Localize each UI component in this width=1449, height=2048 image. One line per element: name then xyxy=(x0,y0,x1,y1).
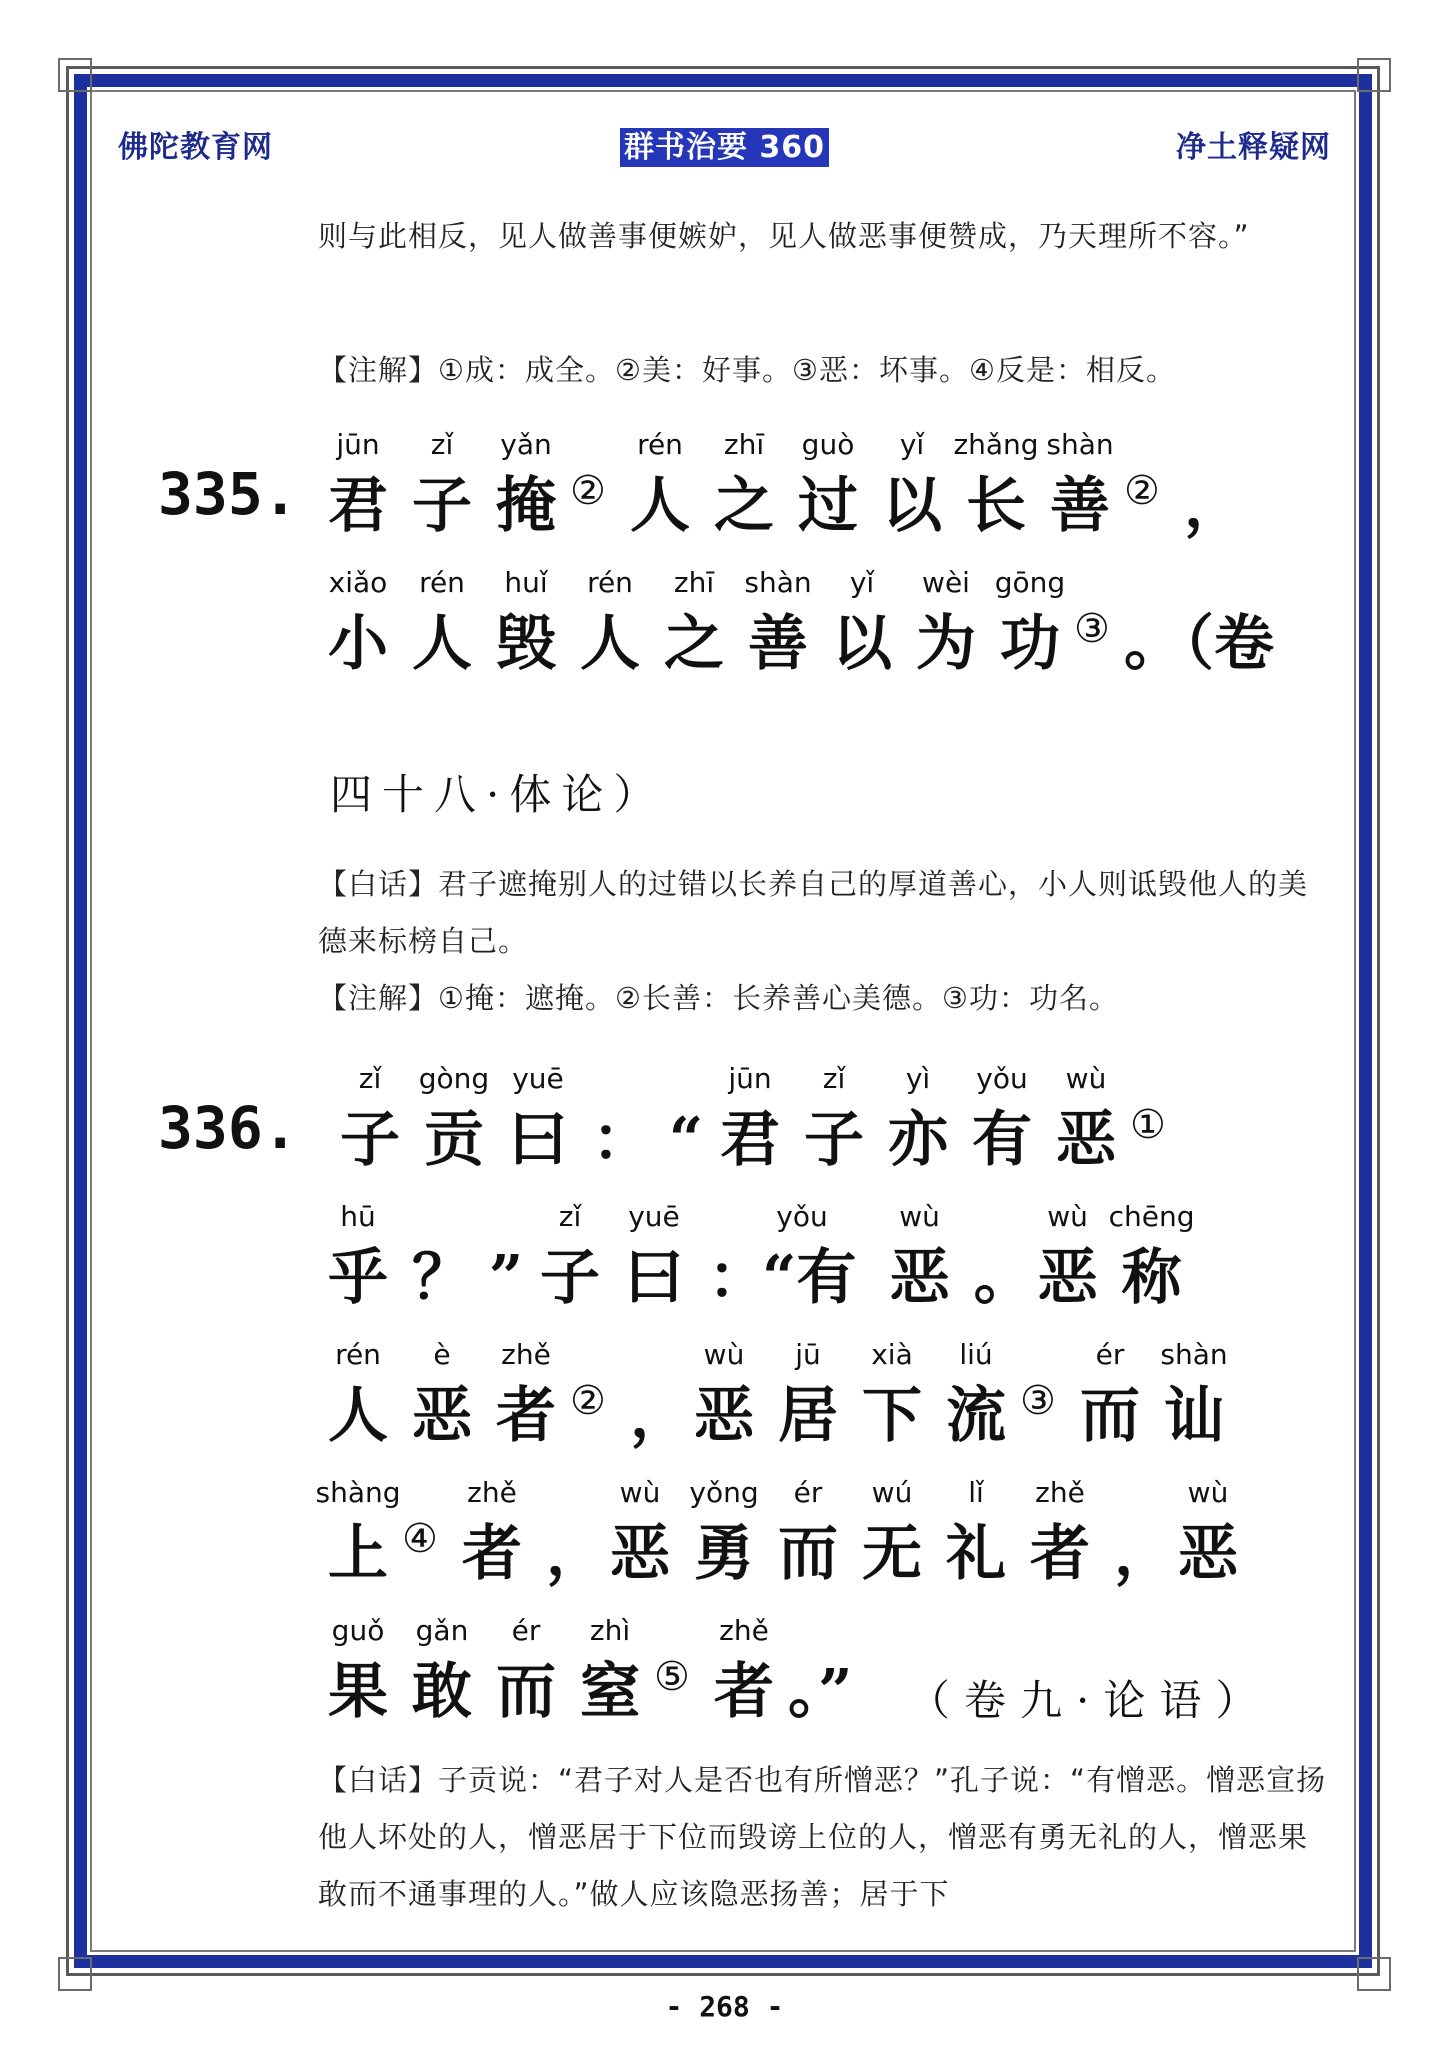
hanzi-character: 君 xyxy=(328,471,388,541)
header-book-title-text: 群书治要 360 xyxy=(620,128,829,167)
hanzi-character: 礼 xyxy=(946,1519,1006,1589)
hanzi-character: “有 xyxy=(762,1243,857,1313)
footnote-marker: ② xyxy=(570,1378,606,1424)
frame-corner-top-right xyxy=(1357,58,1391,92)
hanzi-character: 乎 xyxy=(328,1243,388,1313)
pinyin-label: xià xyxy=(871,1338,913,1371)
pinyin-label: guǒ xyxy=(331,1614,385,1647)
pinyin-label: wèi xyxy=(922,566,970,599)
entry-335-number: 335. xyxy=(158,460,298,528)
hanzi-character: 恶 xyxy=(1178,1519,1238,1589)
pinyin-label: wù xyxy=(899,1200,940,1233)
pinyin-label: zhě xyxy=(467,1476,517,1509)
entry-336-source: （卷九·论语） xyxy=(908,1676,1272,1725)
pinyin-label: zhě xyxy=(501,1338,551,1371)
header-site-right: 净土释疑网 xyxy=(1176,130,1331,165)
pinyin-label: rén xyxy=(419,566,465,599)
header-site-left: 佛陀教育网 xyxy=(118,130,273,165)
hanzi-character: 敢 xyxy=(412,1657,472,1727)
punctuation-mark: ， xyxy=(1184,471,1244,541)
hanzi-character: 亦 xyxy=(888,1105,948,1175)
hanzi-character: 人 xyxy=(580,609,640,679)
pinyin-label: shàn xyxy=(744,566,812,599)
hanzi-character: 有 xyxy=(972,1105,1032,1175)
pinyin-label: gǎn xyxy=(415,1614,469,1647)
pinyin-label: jūn xyxy=(336,428,380,461)
hanzi-character: 善 xyxy=(1050,471,1110,541)
pinyin-label: wù xyxy=(1187,1476,1229,1509)
hanzi-character: 曰 xyxy=(508,1105,568,1175)
pinyin-label: shàn xyxy=(1046,428,1114,461)
hanzi-character: 掩 xyxy=(496,471,556,541)
pinyin-label: rén xyxy=(587,566,633,599)
pinyin-label: huǐ xyxy=(504,566,548,599)
pinyin-label: zǐ xyxy=(430,428,454,461)
punctuation-mark: 。 xyxy=(973,1243,1034,1313)
pinyin-label: ér xyxy=(1095,1338,1125,1371)
entry-335-note: 【注解】①掩：遮掩。②长善：长养善心美德。③功：功名。 xyxy=(318,981,1119,1015)
hanzi-character: 以 xyxy=(882,471,942,541)
hanzi-character: 流 xyxy=(946,1381,1006,1451)
pinyin-label: zhě xyxy=(719,1614,769,1647)
page-number: - 268 - xyxy=(665,1990,784,2023)
hanzi-character: 无 xyxy=(862,1519,922,1589)
pinyin-label: ér xyxy=(793,1476,823,1509)
pinyin-label: yǐ xyxy=(849,566,875,599)
hanzi-character: 小 xyxy=(328,609,388,679)
hanzi-character: 者 xyxy=(496,1381,556,1451)
pinyin-label: è xyxy=(433,1338,451,1371)
hanzi-character: 以 xyxy=(832,609,892,679)
hanzi-character: 贡 xyxy=(424,1105,484,1175)
pinyin-label: xiǎo xyxy=(328,566,388,599)
hanzi-character: 功 xyxy=(1000,609,1060,679)
punctuation-mark: 。” xyxy=(788,1657,853,1727)
punctuation-mark: ？ xyxy=(412,1243,472,1313)
hanzi-character: 称 xyxy=(1121,1243,1182,1313)
hanzi-character: 子 xyxy=(412,471,472,541)
hanzi-character: 善 xyxy=(748,609,808,679)
hanzi-character: 者 xyxy=(462,1519,522,1589)
footnote-marker: ② xyxy=(1124,468,1160,514)
pinyin-label: zhī xyxy=(723,428,765,461)
entry-336-baihua: 【白话】子贡说：“君子对人是否也有所憎恶？”孔子说：“有憎恶。憎恶宣扬他人坏处的人，憎恶居于下位而毁谤上位的人，憎恶有勇无礼的人，憎恶果敢而不通事理的人。”做人应该隐恶扬善；居于下 xyxy=(318,1763,1327,1911)
hanzi-character: 者 xyxy=(714,1657,774,1727)
hanzi-character: 勇 xyxy=(694,1519,754,1589)
hanzi-character: 之 xyxy=(714,471,774,541)
pinyin-label: wù xyxy=(703,1338,745,1371)
hanzi-character: 而 xyxy=(778,1519,838,1589)
pinyin-label: yǐ xyxy=(899,428,925,461)
note-334: 【注解】①成：成全。②美：好事。③恶：坏事。④反是：相反。 xyxy=(318,353,1176,387)
hanzi-character: 恶 xyxy=(412,1381,472,1451)
entry-336-number: 336. xyxy=(158,1094,298,1162)
entry-335-baihua: 【白话】君子遮掩别人的过错以长养自己的厚道善心，小人则诋毁他人的美德来标榜自己。 xyxy=(318,867,1309,958)
pinyin-label: yuē xyxy=(512,1062,564,1095)
frame-corner-top-left xyxy=(58,58,92,92)
hanzi-character: 子 xyxy=(340,1105,400,1175)
pinyin-label: yì xyxy=(905,1062,931,1095)
pinyin-label: zhě xyxy=(1035,1476,1085,1509)
hanzi-character: 长 xyxy=(966,471,1026,541)
footnote-marker: ⑤ xyxy=(654,1654,690,1700)
hanzi-character: 恶 xyxy=(889,1243,950,1313)
hanzi-character: 人 xyxy=(328,1381,388,1451)
pinyin-label: wú xyxy=(871,1476,913,1509)
hanzi-character: 窒 xyxy=(580,1657,640,1727)
hanzi-character: 之 xyxy=(664,609,724,679)
punctuation-mark: 。（卷 xyxy=(1124,609,1274,679)
hanzi-character: 恶 xyxy=(1037,1243,1098,1313)
pinyin-label: rén xyxy=(335,1338,381,1371)
hanzi-character: 子 xyxy=(540,1243,600,1313)
pinyin-label: yǒu xyxy=(776,1200,828,1233)
hanzi-character: 君 xyxy=(720,1105,780,1175)
pinyin-label: yǎn xyxy=(500,428,552,461)
hanzi-character: 者 xyxy=(1030,1519,1090,1589)
footnote-marker: ② xyxy=(570,468,606,514)
pinyin-label: zhì xyxy=(589,1614,631,1647)
hanzi-character: 人 xyxy=(412,609,472,679)
hanzi-character: 居 xyxy=(778,1381,838,1451)
pinyin-label: yuē xyxy=(628,1200,680,1233)
frame-corner-bottom-left xyxy=(58,1957,92,1991)
pinyin-label: ér xyxy=(511,1614,541,1647)
pinyin-label: zǐ xyxy=(358,1062,382,1095)
punctuation-mark: ， xyxy=(630,1381,690,1451)
pinyin-label: yǒu xyxy=(976,1062,1028,1095)
punctuation-mark: “ xyxy=(668,1105,704,1175)
frame-corner-bottom-right xyxy=(1357,1957,1391,1991)
hanzi-character: 毁 xyxy=(496,609,556,679)
footnote-marker: ③ xyxy=(1074,606,1110,652)
punctuation-mark: ： xyxy=(708,1243,768,1313)
pinyin-label: jū xyxy=(795,1338,821,1371)
pinyin-label: zǐ xyxy=(822,1062,846,1095)
hanzi-character: 恶 xyxy=(1056,1105,1116,1175)
pinyin-label: lǐ xyxy=(968,1476,984,1509)
pinyin-label: liú xyxy=(959,1338,993,1371)
hanzi-character: 下 xyxy=(862,1381,922,1451)
pinyin-label: zhī xyxy=(673,566,715,599)
pinyin-label: rén xyxy=(637,428,683,461)
pinyin-label: jūn xyxy=(728,1062,772,1095)
pinyin-label: wù xyxy=(619,1476,661,1509)
hanzi-character: 而 xyxy=(496,1657,556,1727)
pinyin-label: hū xyxy=(340,1200,376,1233)
hanzi-character: 为 xyxy=(916,609,976,679)
hanzi-character: 曰 xyxy=(624,1243,684,1313)
pinyin-label: wù xyxy=(1047,1200,1088,1233)
hanzi-character: 过 xyxy=(798,471,858,541)
hanzi-character: 而 xyxy=(1080,1381,1140,1451)
pinyin-label: gòng xyxy=(418,1062,490,1095)
hanzi-character: 恶 xyxy=(610,1519,670,1589)
pinyin-label: wù xyxy=(1065,1062,1107,1095)
footnote-marker: ④ xyxy=(402,1516,438,1562)
intro-paragraph: 则与此相反，见人做善事便嫉妒，见人做恶事便赞成，乃天理所不容。” xyxy=(318,219,1250,253)
pinyin-label: zǐ xyxy=(558,1200,582,1233)
hanzi-character: 人 xyxy=(630,471,690,541)
punctuation-mark: ， xyxy=(546,1519,606,1589)
punctuation-mark: ， xyxy=(1114,1519,1174,1589)
hanzi-character: 讪 xyxy=(1164,1381,1224,1451)
pinyin-label: shàng xyxy=(315,1476,401,1509)
hanzi-character: 果 xyxy=(328,1657,388,1727)
pinyin-label: yǒng xyxy=(689,1476,759,1509)
footnote-marker: ① xyxy=(1130,1102,1166,1148)
footnote-marker: ③ xyxy=(1020,1378,1056,1424)
pinyin-label: chēng xyxy=(1108,1200,1195,1233)
punctuation-mark: ： xyxy=(592,1105,652,1175)
pinyin-label: gōng xyxy=(994,566,1066,599)
punctuation-mark: ” xyxy=(488,1243,524,1313)
pinyin-label: guò xyxy=(801,428,855,461)
hanzi-character: 上 xyxy=(328,1519,388,1589)
hanzi-character: 恶 xyxy=(694,1381,754,1451)
entry-335-source: 四十八·体论） xyxy=(330,770,666,819)
pinyin-label: shàn xyxy=(1160,1338,1228,1371)
pinyin-label: zhǎng xyxy=(953,428,1039,461)
hanzi-character: 子 xyxy=(804,1105,864,1175)
